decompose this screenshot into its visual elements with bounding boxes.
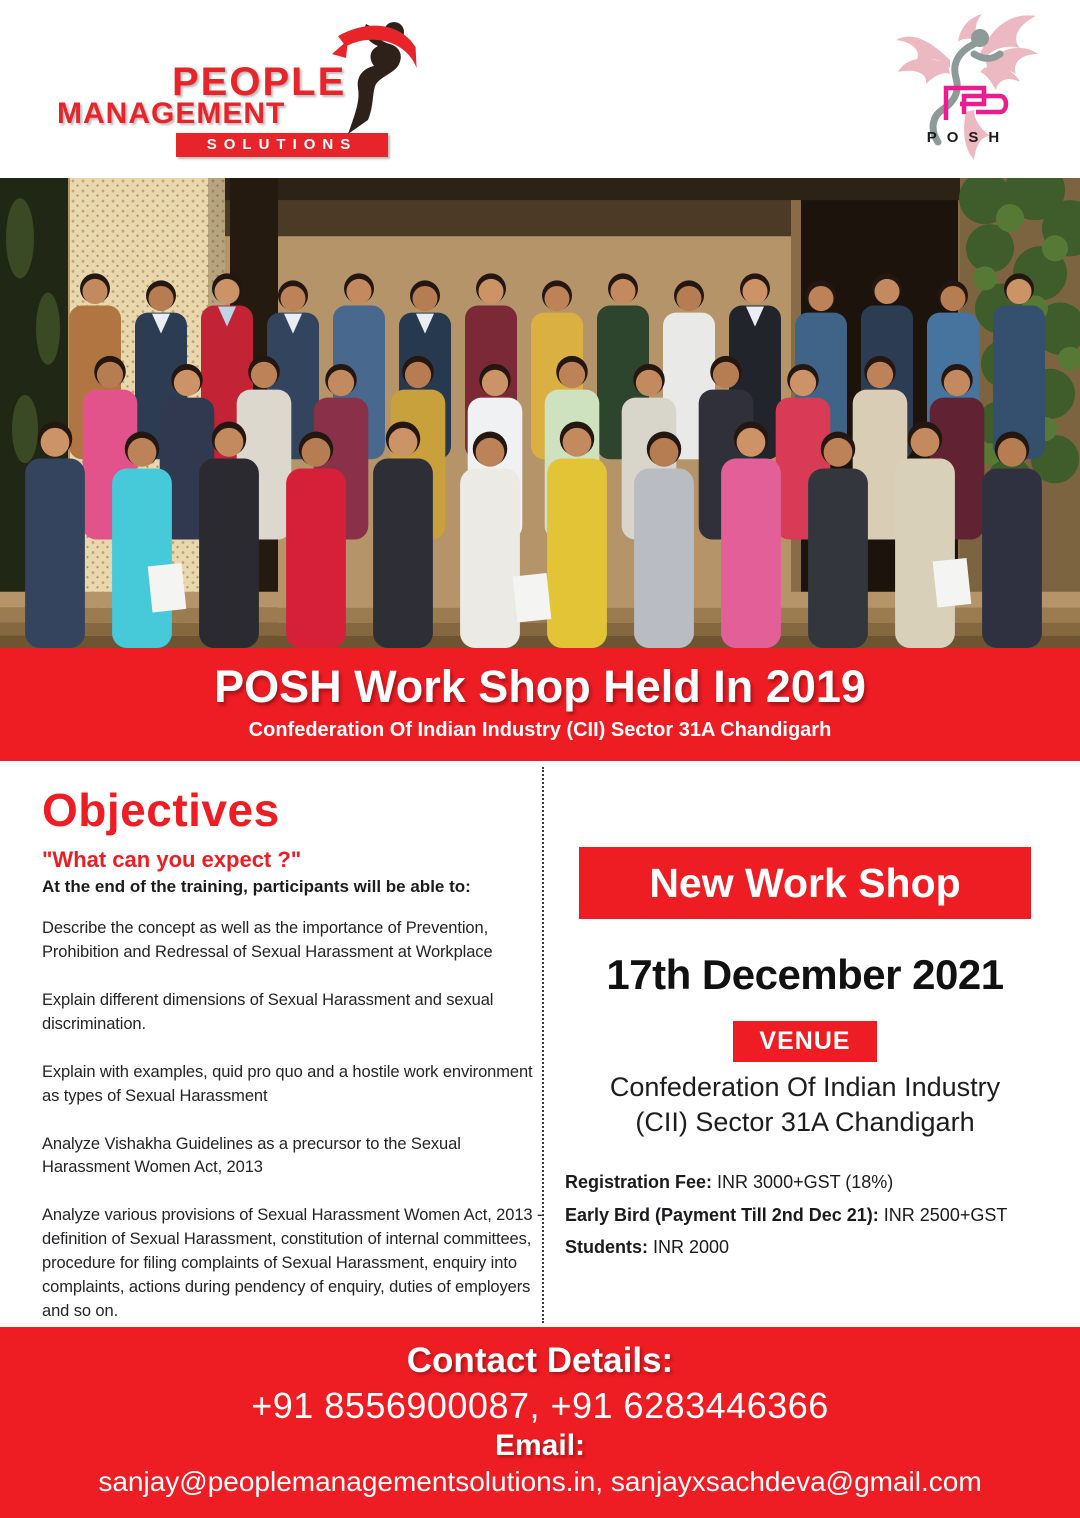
objectives-heading: Objectives: [42, 784, 280, 836]
main-content: [0, 761, 1080, 1327]
pms-logo: [0, 0, 470, 178]
pms-logo-line3: SOLUTIONS: [176, 133, 388, 157]
objective-item: Explain different dimensions of Sexual Harassment and sexual discrimination.: [42, 990, 494, 1033]
contact-footer: [0, 1327, 1080, 1518]
group-photo: [0, 178, 1080, 648]
objective-item: Describe the concept as well as the importance of Prevention, Prohibition and Redressal of Sexual Harassment at Workplace: [42, 919, 493, 961]
banner-title: POSH Work Shop Held In 2019: [214, 661, 866, 712]
posh-logo-text: POSH: [926, 129, 1010, 146]
venue-line2: (CII) Sector 31A Chandigarh: [635, 1107, 975, 1138]
fee-line: Registration Fee: INR 3000+GST (18%): [565, 1172, 894, 1193]
pms-logo-line2: MANAGEMENT: [57, 97, 286, 130]
objectives-intro: At the end of the training, participants will be able to:: [42, 877, 471, 896]
objectives-section: [42, 761, 547, 1411]
posh-logo: [888, 2, 1048, 174]
workshop-section: [565, 761, 1045, 1263]
email-heading: Email:: [494, 1429, 586, 1462]
objective-item: Analyze various provisions of Sexual Harassment Women Act, 2013 - definition of Sexual Harassment, constitution of internal committees, procedure for filing complaints of Sexual Harassment, enquiry into complaints, actions during pendency of enquiry, duties of employers and so on.: [42, 1206, 543, 1321]
header: [0, 0, 1080, 178]
objective-item: Analyze Vishakha Guidelines as a precursor to the Sexual Harassment Women Act, 2013: [42, 1134, 461, 1177]
workshop-date: 17th December 2021: [606, 951, 1004, 998]
title-banner: [0, 648, 1080, 761]
group-photo-illustration: [0, 178, 1080, 648]
contact-heading: Contact Details:: [406, 1341, 674, 1380]
banner-subtitle: Confederation Of Indian Industry (CII) Sector 31A Chandigarh: [248, 719, 832, 741]
contact-phones: +91 8556900087, +91 6283446366: [251, 1385, 829, 1426]
venue-badge: VENUE: [733, 1021, 876, 1062]
contact-emails: sanjay@peoplemanagementsolutions.in, sanjayxsachdeva@gmail.com: [98, 1466, 982, 1497]
objective-item: Explain with examples, quid pro quo and a hostile work environment as types of Sexual Harassment: [42, 1062, 533, 1105]
fees-list: [565, 1166, 1045, 1263]
fee-line: Early Bird (Payment Till 2nd Dec 21): INR 2500+GST: [565, 1204, 1008, 1225]
venue-line1: Confederation Of Indian Industry: [609, 1072, 1001, 1102]
leaping-person-icon: [318, 16, 428, 136]
fee-line: Students: INR 2000: [565, 1236, 730, 1257]
new-workshop-badge: New Work Shop: [579, 847, 1031, 919]
pms-logo-line1: PEOPLE: [172, 60, 347, 104]
objectives-list: [42, 917, 547, 1324]
venue-address: [565, 1070, 1045, 1140]
objectives-quote: "What can you expect ?": [42, 847, 302, 872]
